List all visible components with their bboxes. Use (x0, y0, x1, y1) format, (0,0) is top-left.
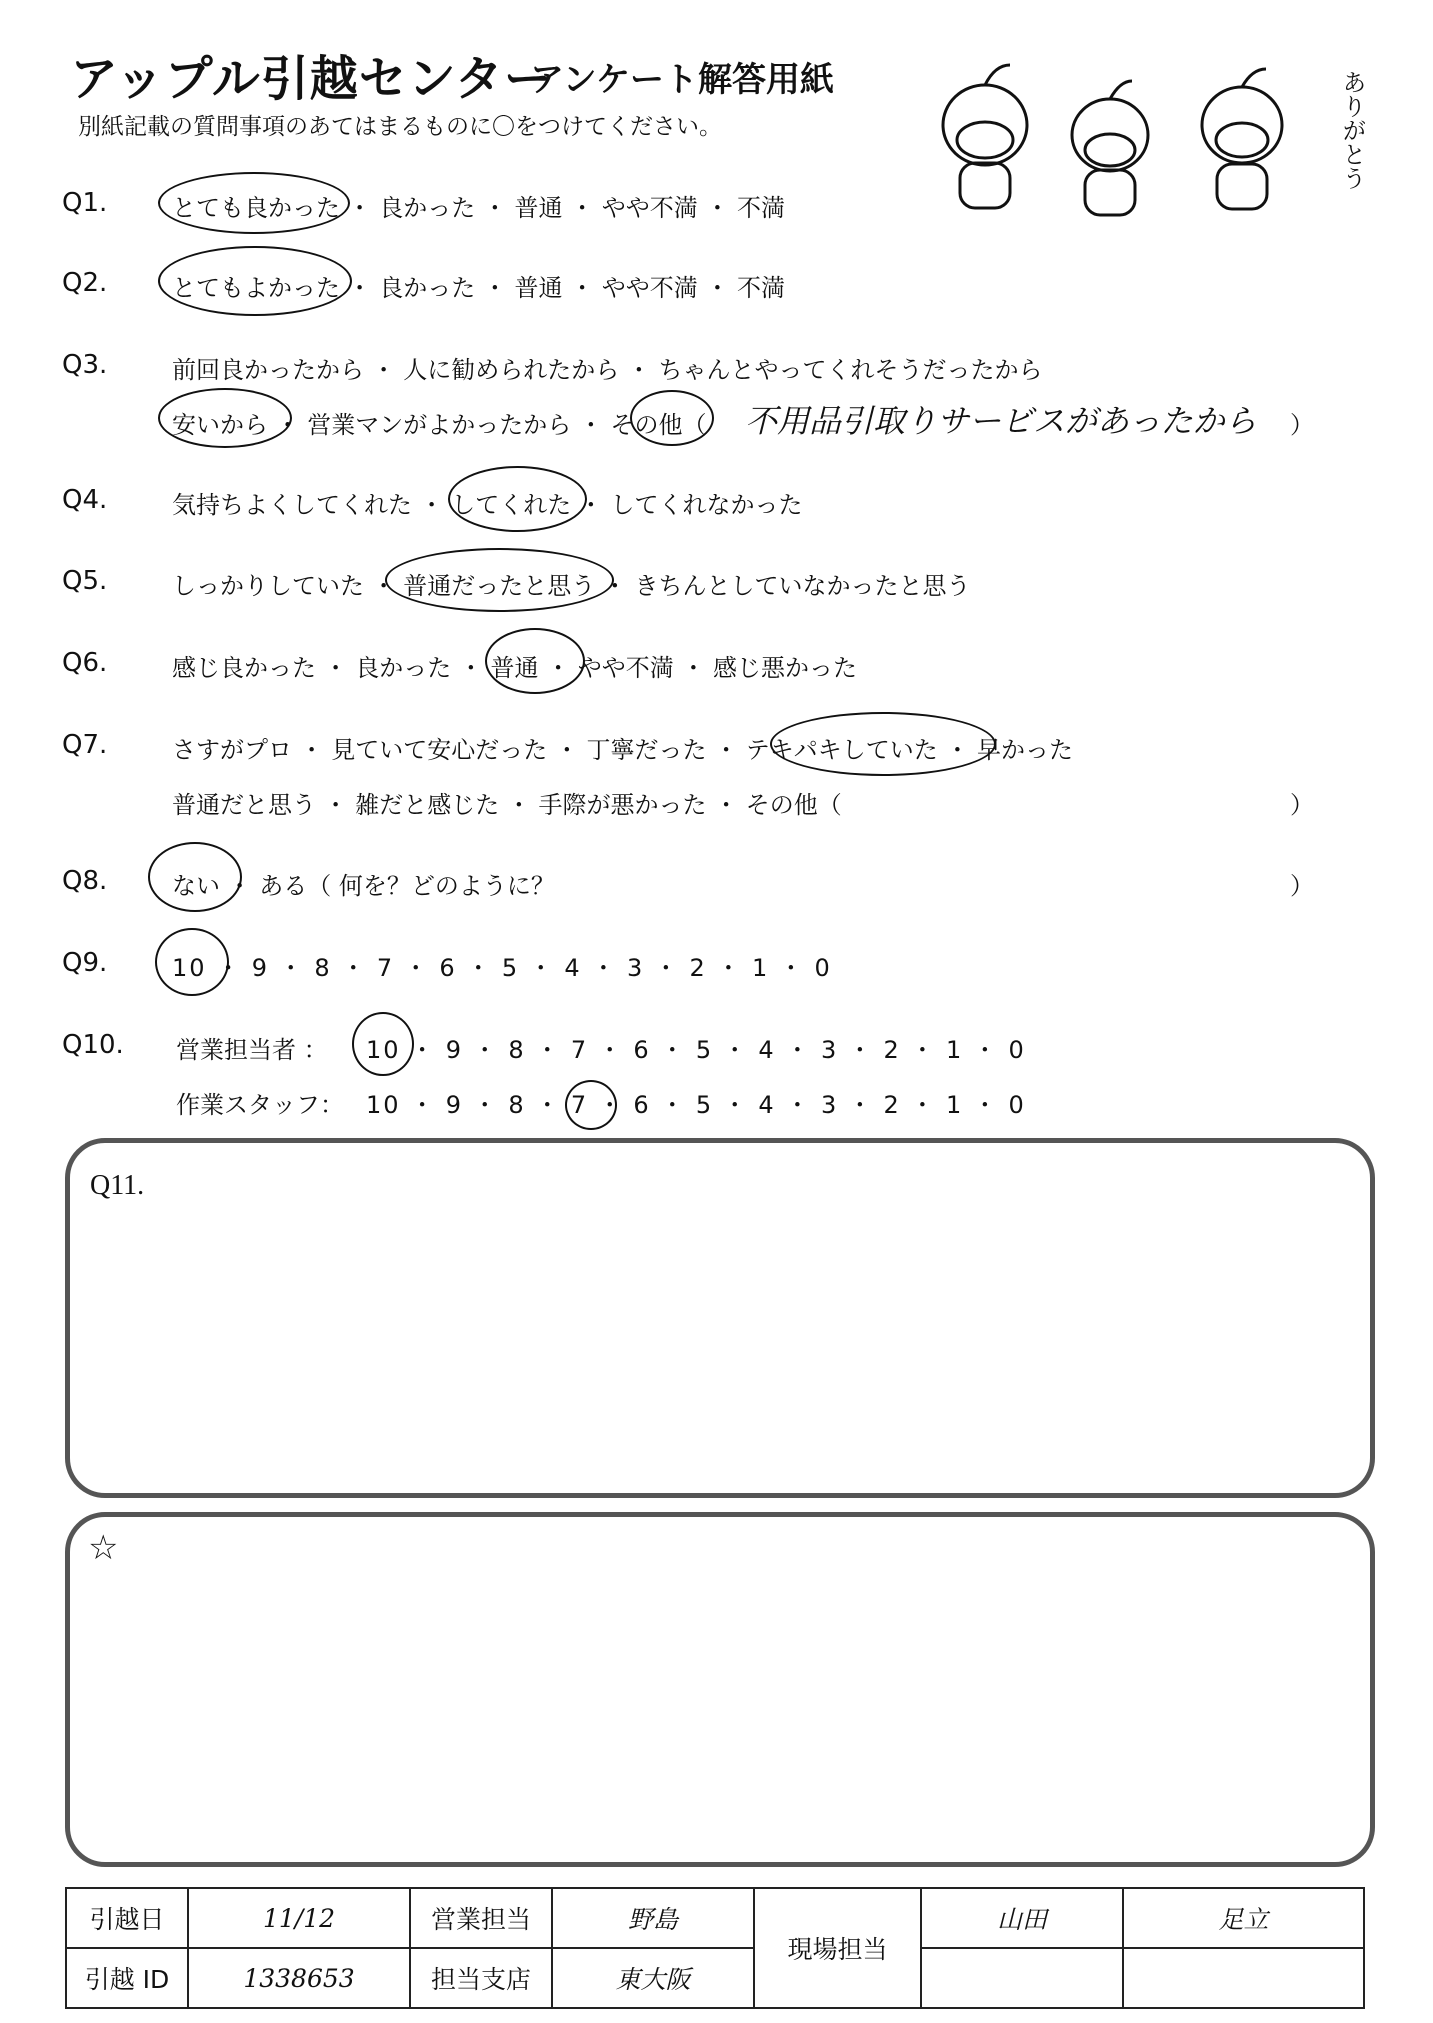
site-rep-label: 現場担当 (754, 1888, 921, 2008)
site-rep-value-1: 山田 (921, 1888, 1123, 1948)
footer-info-table (65, 1887, 1365, 2009)
form-title: アンケート解答用紙 (530, 60, 834, 100)
q4-options: 気持ちよくしてくれた ・ してくれた ・ してくれなかった (172, 491, 803, 519)
q1-options: とても良かった ・ 良かった ・ 普通 ・ やや不満 ・ 不満 (172, 194, 786, 222)
q2-options: とてもよかった ・ 良かった ・ 普通 ・ やや不満 ・ 不満 (172, 274, 786, 302)
q6-label: Q6. (62, 648, 108, 678)
move-id-label: 引越 ID (66, 1948, 188, 2008)
mascot-monkeys-illustration (900, 55, 1380, 225)
q7-options-line1: さすがプロ ・ 見ていて安心だった ・ 丁寧だった ・ テキパキしていた ・ 早かった (172, 736, 1074, 764)
q9-answer-circle (155, 928, 229, 996)
q11-comment-box (65, 1138, 1375, 1498)
q4-answer-circle (448, 466, 587, 532)
company-title: アップル引越センター (70, 51, 553, 107)
q7-answer-circle (770, 712, 996, 776)
site-rep-empty-2 (1123, 1948, 1364, 2008)
q10-staff-options: 10 ・ 9 ・ 8 ・ 7 ・ 6 ・ 5 ・ 4 ・ 3 ・ 2 ・ 1 ・ 0 (366, 1091, 1026, 1119)
q10-sales-label: 営業担当者 ： (176, 1036, 328, 1064)
q11-label: Q11. (90, 1170, 145, 1201)
thanks-text: ありがとう (1338, 70, 1366, 190)
branch-label: 担当支店 (410, 1948, 552, 2008)
q7-close-paren: ） (1290, 791, 1314, 819)
q5-answer-circle (385, 548, 614, 612)
q6-answer-circle (485, 628, 585, 694)
star-comment-box (65, 1512, 1375, 1867)
q8-label: Q8. (62, 866, 108, 896)
q3-answer-circle-other (630, 390, 714, 446)
q10-staff-answer-circle (565, 1080, 617, 1130)
q8-answer-circle (148, 842, 242, 912)
star-label: ☆ (88, 1530, 119, 1567)
q1-answer-circle (158, 172, 350, 234)
q8-options: ない ・ ある（ 何を？どのように？ (172, 872, 555, 900)
q3-answer-circle-cheap (158, 388, 292, 448)
q3-other-handwritten: 不用品引取りサービスがあったから (745, 402, 1257, 440)
move-id-value: 1338653 (188, 1948, 410, 2008)
q2-answer-circle (158, 246, 352, 316)
q9-label: Q9. (62, 948, 108, 978)
q5-label: Q5. (62, 566, 108, 596)
q4-label: Q4. (62, 485, 108, 515)
move-date-value: 11/12 (188, 1888, 410, 1948)
sales-rep-value: 野島 (552, 1888, 754, 1948)
q10-sales-answer-circle (352, 1012, 414, 1076)
q10-label: Q10. (62, 1030, 124, 1060)
q3-label: Q3. (62, 350, 108, 380)
q5-options: しっかりしていた ・ 普通だったと思う ・ きちんとしていなかったと思う (172, 572, 971, 600)
move-date-label: 引越日 (66, 1888, 188, 1948)
q2-label: Q2. (62, 268, 108, 298)
q7-label: Q7. (62, 730, 108, 760)
q3-options-line2: 安いから ・ 営業マンがよかったから ・ その他（ (172, 411, 707, 439)
q10-staff-label: 作業スタッフ： (176, 1091, 344, 1119)
site-rep-value-2: 足立 (1123, 1888, 1364, 1948)
q7-options-line2: 普通だと思う ・ 雑だと感じた ・ 手際が悪かった ・ その他（ (172, 791, 842, 819)
q10-sales-options: 10 ・ 9 ・ 8 ・ 7 ・ 6 ・ 5 ・ 4 ・ 3 ・ 2 ・ 1 ・ 0 (366, 1036, 1026, 1064)
branch-value: 東大阪 (552, 1948, 754, 2008)
instruction-text: 別紙記載の質問事項のあてはまるものに〇をつけてください。 (78, 114, 722, 140)
q3-close-paren: ） (1290, 411, 1314, 439)
q6-options: 感じ良かった ・ 良かった ・ 普通 ・ やや不満 ・ 感じ悪かった (172, 654, 858, 682)
q1-label: Q1. (62, 188, 108, 218)
sales-rep-label: 営業担当 (410, 1888, 552, 1948)
site-rep-empty-1 (921, 1948, 1123, 2008)
q3-options-line1: 前回良かったから ・ 人に勧められたから ・ ちゃんとやってくれそうだったから (172, 356, 1043, 384)
q9-options: 10 ・ 9 ・ 8 ・ 7 ・ 6 ・ 5 ・ 4 ・ 3 ・ 2 ・ 1 ・ 0 (172, 954, 832, 982)
q8-close-paren: ） (1290, 872, 1314, 900)
